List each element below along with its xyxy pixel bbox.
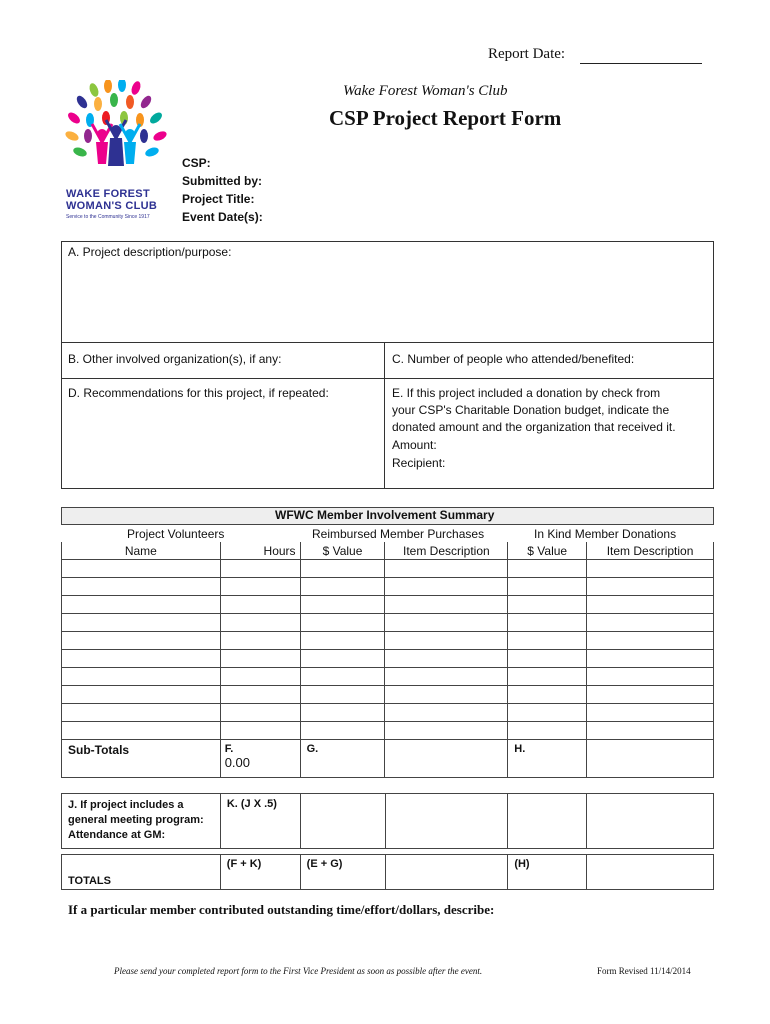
logo-line2: WOMAN'S CLUB xyxy=(66,200,158,212)
gm-attendance-table xyxy=(61,793,714,849)
table-row[interactable] xyxy=(62,596,714,614)
col-item2: Item Description xyxy=(587,542,714,560)
table-row[interactable] xyxy=(62,686,714,704)
table-row[interactable] xyxy=(62,614,714,632)
h-label[interactable]: H. xyxy=(508,740,587,778)
donation-amount-label: Amount: xyxy=(392,438,437,452)
subtotal-g-desc[interactable] xyxy=(385,740,508,778)
subtotal-h-desc[interactable] xyxy=(587,740,714,778)
club-logo xyxy=(62,80,170,230)
g-label[interactable]: G. xyxy=(300,740,385,778)
col-item: Item Description xyxy=(385,542,508,560)
gm-attendance-cell xyxy=(62,794,221,849)
totals-empty-1[interactable] xyxy=(385,855,508,890)
recommendations-label: D. Recommendations for this project, if repeated: xyxy=(68,386,329,400)
table-row[interactable] xyxy=(62,722,714,740)
fk-label[interactable]: (F + K) xyxy=(220,855,300,890)
table-row[interactable] xyxy=(62,632,714,650)
other-orgs-label: B. Other involved organization(s), if any: xyxy=(68,352,282,366)
tree-of-women-icon xyxy=(62,80,170,190)
table-row[interactable] xyxy=(62,704,714,722)
donation-line1: E. If this project included a donation by check from xyxy=(392,386,661,400)
submitted-by-label: Submitted by: xyxy=(182,174,262,188)
group-inkind: In Kind Member Donations xyxy=(534,527,677,541)
summary-title: WFWC Member Involvement Summary xyxy=(275,508,495,522)
totals-label: TOTALS xyxy=(62,855,221,890)
subtotals-row xyxy=(62,740,714,778)
member-table xyxy=(61,542,714,778)
logo-tagline: Service to the Community Since 1917 xyxy=(66,214,150,220)
jk-empty-4[interactable] xyxy=(587,794,714,849)
attendance-label: C. Number of people who attended/benefited: xyxy=(392,352,635,366)
jk-empty-1[interactable] xyxy=(300,794,385,849)
project-description-label: A. Project description/purpose: xyxy=(68,245,232,259)
form-title: CSP Project Report Form xyxy=(329,106,562,130)
subtotal-f[interactable] xyxy=(220,740,300,778)
j-line3: Attendance at GM: xyxy=(68,829,166,841)
eg-label[interactable]: (E + G) xyxy=(300,855,385,890)
col-value2: $ Value xyxy=(508,542,587,560)
project-title-label: Project Title: xyxy=(182,192,255,206)
subtotals-label: Sub-Totals xyxy=(62,740,221,778)
outstanding-field[interactable] xyxy=(66,922,712,958)
donation-recipient-label: Recipient: xyxy=(392,456,446,470)
footer-note: Please send your completed report form to the First Vice President as soon as possible after the event. xyxy=(114,966,483,976)
f-label: F. xyxy=(224,743,234,755)
outstanding-prompt: If a particular member contributed outstanding time/effort/dollars, describe: xyxy=(68,902,495,917)
j-line1: J. If project includes a xyxy=(68,799,184,811)
form-revised: Form Revised 11/14/2014 xyxy=(597,966,691,976)
col-value: $ Value xyxy=(300,542,385,560)
csp-label: CSP: xyxy=(182,156,211,170)
jk-empty-3[interactable] xyxy=(508,794,587,849)
project-description-field[interactable] xyxy=(62,262,713,341)
table-row[interactable] xyxy=(62,560,714,578)
report-date-field[interactable] xyxy=(580,63,702,64)
group-volunteers: Project Volunteers xyxy=(127,527,225,541)
donation-line3: donated amount and the organization that received it. xyxy=(392,420,676,434)
totals-table xyxy=(61,854,714,890)
table-row[interactable] xyxy=(62,650,714,668)
event-dates-label: Event Date(s): xyxy=(182,210,263,224)
report-date-label: Report Date: xyxy=(488,46,566,62)
club-name: Wake Forest Woman's Club xyxy=(343,83,508,99)
h2-label[interactable]: (H) xyxy=(508,855,587,890)
jk-empty-2[interactable] xyxy=(385,794,508,849)
k-label[interactable]: K. (J X .5) xyxy=(220,794,300,849)
table-row[interactable] xyxy=(62,578,714,596)
logo-line1: WAKE FOREST xyxy=(66,188,150,200)
col-name: Name xyxy=(62,542,221,560)
donation-line2: your CSP's Charitable Donation budget, indicate the xyxy=(392,403,670,417)
table-row[interactable] xyxy=(62,668,714,686)
f-value: 0.00 xyxy=(224,755,250,770)
totals-empty-2[interactable] xyxy=(587,855,714,890)
col-hours: Hours xyxy=(220,542,300,560)
group-reimbursed: Reimbursed Member Purchases xyxy=(312,527,485,541)
j-line2: general meeting program: xyxy=(68,814,204,826)
